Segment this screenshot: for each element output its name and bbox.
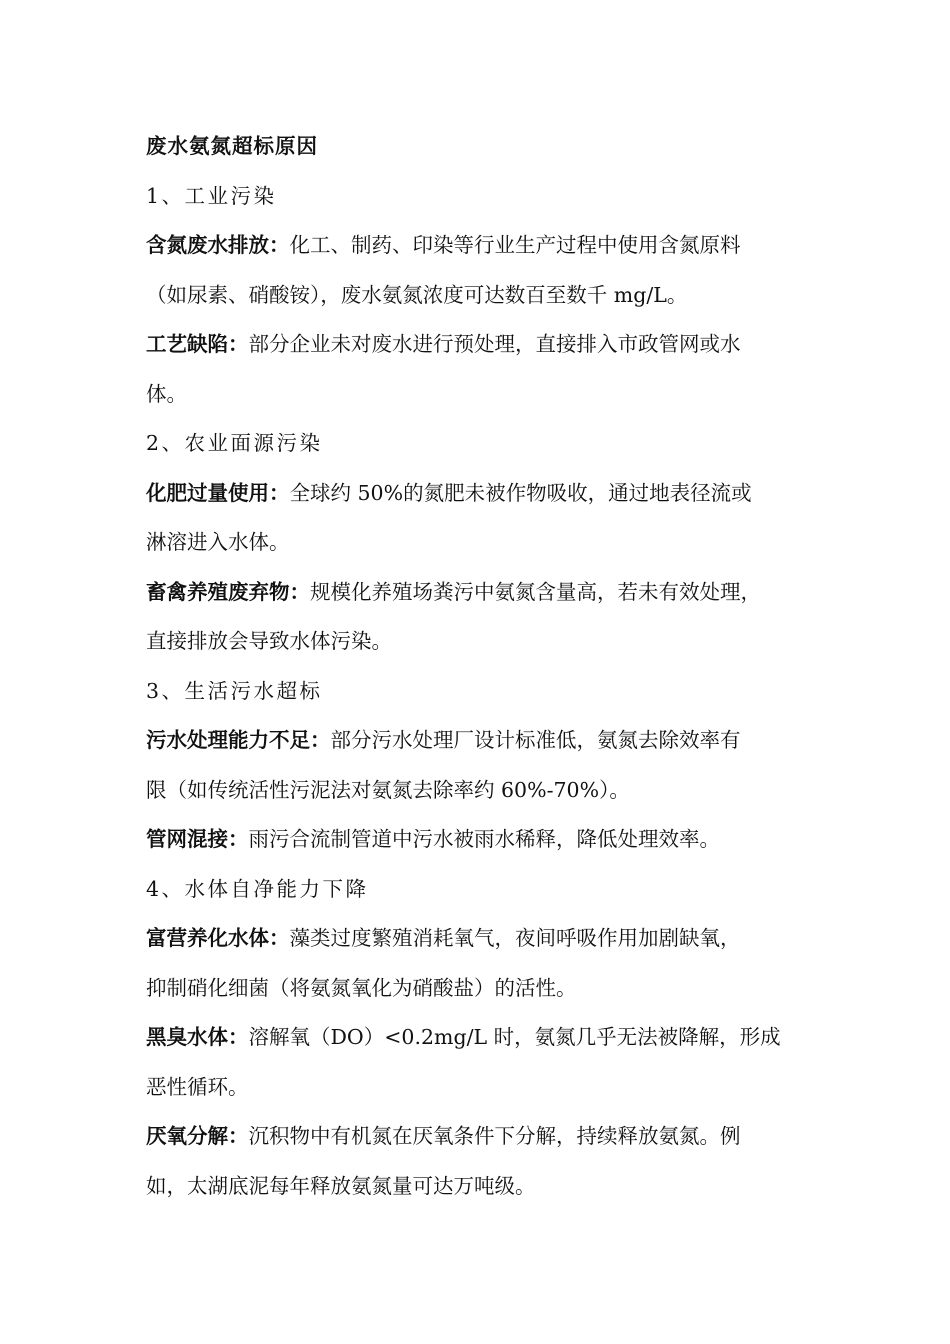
paragraph-wastewater-discharge-line1 — [146, 233, 816, 257]
paragraph-process-defect-line1 — [146, 332, 816, 356]
paragraph-text: 雨污合流制管道中污水被雨水稀释，降低处理效率。 — [248, 827, 720, 851]
paragraph-black-odorous-line1 — [146, 1025, 816, 1049]
paragraph-fertilizer-line1 — [146, 481, 816, 505]
paragraph-pipe-network-line1 — [146, 827, 816, 851]
paragraph-livestock-line2: 直接排放会导致水体污染。 — [146, 629, 392, 653]
term-label: 黑臭水体： — [146, 1025, 249, 1049]
paragraph-black-odorous-line2: 恶性循环。 — [146, 1074, 249, 1099]
term-label: 含氮废水排放： — [146, 233, 290, 257]
paragraph-treatment-capacity-line2: 限（如传统活性污泥法对氨氮去除率约 60%-70%）。 — [146, 777, 630, 802]
term-label: 污水处理能力不足： — [146, 728, 331, 752]
document-title: 废水氨氮超标原因 — [146, 134, 318, 158]
section-heading-agricultural: 2、农业面源污染 — [146, 431, 323, 455]
paragraph-livestock-line1 — [146, 580, 816, 604]
paragraph-text: 规模化养殖场粪污中氨氮含量高，若未有效处理， — [310, 579, 761, 604]
paragraph-anaerobic-line1 — [146, 1124, 816, 1148]
document-page — [146, 134, 816, 1223]
paragraph-text: 全球约 50%的氮肥未被作物吸收，通过地表径流或 — [289, 480, 752, 505]
term-label: 畜禽养殖废弃物： — [146, 579, 310, 604]
term-label: 富营养化水体： — [146, 926, 290, 950]
paragraph-anaerobic-line2: 如，太湖底泥每年释放氨氮量可达万吨级。 — [146, 1173, 536, 1198]
paragraph-wastewater-discharge-line2: （如尿素、硝酸铵），废水氨氮浓度可达数百至数千 mg/L。 — [146, 282, 688, 307]
term-label: 化肥过量使用： — [146, 480, 290, 505]
paragraph-fertilizer-line2: 淋溶进入水体。 — [146, 530, 290, 554]
paragraph-eutrophication-line2: 抑制硝化细菌（将氨氮氧化为硝酸盐）的活性。 — [146, 975, 577, 1000]
term-label: 厌氧分解： — [146, 1124, 249, 1148]
term-label: 工艺缺陷： — [146, 332, 249, 356]
term-label: 管网混接： — [146, 827, 249, 851]
paragraph-eutrophication-line1 — [146, 926, 816, 950]
paragraph-text: 部分企业未对废水进行预处理，直接排入市政管网或水 — [248, 332, 741, 356]
paragraph-text: 部分污水处理厂设计标准低，氨氮去除效率有 — [330, 728, 741, 752]
section-heading-industrial: 1、工业污染 — [146, 183, 277, 208]
paragraph-text: 化工、制药、印染等行业生产过程中使用含氮原料 — [289, 233, 741, 257]
paragraph-text: 藻类过度繁殖消耗氧气，夜间呼吸作用加剧缺氧， — [289, 926, 741, 950]
paragraph-text: 沉积物中有机氮在厌氧条件下分解，持续释放氨氮。例 — [248, 1124, 741, 1148]
section-heading-domestic: 3、生活污水超标 — [146, 678, 323, 703]
section-heading-self-purification: 4、水体自净能力下降 — [146, 876, 369, 901]
paragraph-process-defect-line2: 体。 — [146, 381, 187, 406]
paragraph-text: 溶解氧（DO）<0.2mg/L 时，氨氮几乎无法被降解，形成 — [248, 1025, 781, 1049]
paragraph-treatment-capacity-line1 — [146, 728, 816, 752]
